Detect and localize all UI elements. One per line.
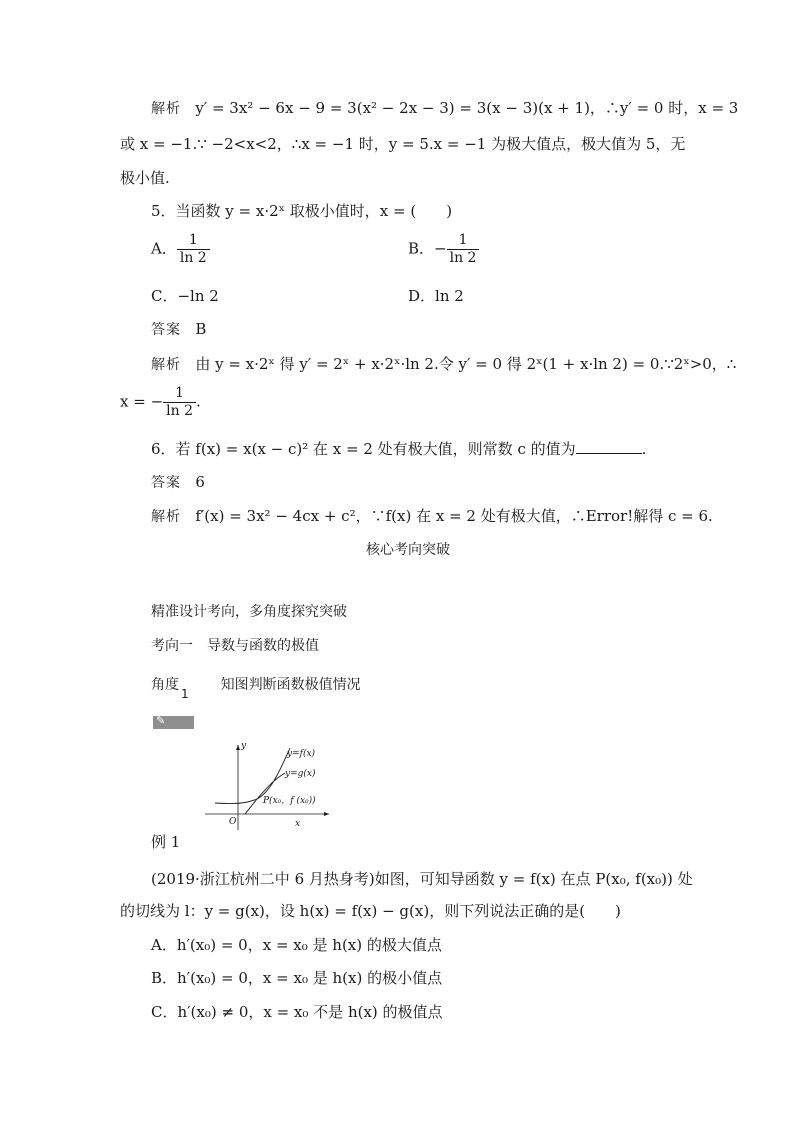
analysis-label: 解析 <box>151 509 181 525</box>
curve-g <box>245 773 285 814</box>
prev-analysis-line-3: 极小值. <box>120 169 170 187</box>
fraction-denominator: ln 2 <box>449 250 477 266</box>
fraction <box>177 232 210 267</box>
fraction-numerator: 1 <box>447 232 480 250</box>
origin-label: O <box>229 817 237 827</box>
point-label: P(x₀，f (x₀)) <box>263 796 316 806</box>
analysis-text: f′(x) = 3x² − 4cx + c²，∵f(x) 在 x = 2 处有极大值，∴Error!解得 c = 6. <box>195 507 713 525</box>
q6-answer <box>151 472 205 493</box>
q6-analysis <box>151 506 713 527</box>
option-letter: A． <box>151 239 177 258</box>
curve-g-label: y=g(x) <box>285 769 316 779</box>
q6-stem <box>151 439 646 459</box>
example-line-2: 的切线为 l：y = g(x)，设 h(x) = f(x) − g(x)，则下列说法正确的是( ) <box>120 902 621 920</box>
answer-value: 6 <box>195 473 205 491</box>
curve-f-label: y=f(x) <box>287 749 316 759</box>
analysis-text: 由 y = x·2ˣ 得 y′ = 2ˣ + x·2ˣ·ln 2.令 y′ = 0 得 2ˣ(1 + x·ln 2) = 0.∵2ˣ>0，∴ <box>195 355 737 373</box>
fraction <box>163 385 196 420</box>
fraction-numerator: 1 <box>163 385 196 403</box>
example-tag <box>153 716 194 729</box>
analysis-label: 解析 <box>151 357 181 373</box>
option-sign: − <box>434 239 447 258</box>
q5-option-b <box>408 232 479 267</box>
analysis-suffix: . <box>196 392 201 411</box>
example-label: 例 1 <box>151 833 181 851</box>
analysis-prefix: x = − <box>120 392 164 411</box>
example-option-a: A．h′(x₀) = 0，x = x₀ 是 h(x) 的极大值点 <box>151 936 442 954</box>
angle-label: 角度 <box>151 677 179 693</box>
q5-option-c <box>151 286 219 306</box>
example-option-b: B．h′(x₀) = 0，x = x₀ 是 h(x) 的极小值点 <box>151 969 443 987</box>
example-option-c: C．h′(x₀) ≠ 0，x = x₀ 不是 h(x) 的极值点 <box>151 1003 443 1021</box>
option-letter: D． <box>408 287 436 305</box>
q6-stem-text: 6．若 f(x) = x(x − c)² 在 x = 2 处有极大值，则常数 c 的值为 <box>151 440 576 458</box>
angle-title: 知图判断函数极值情况 <box>220 677 361 693</box>
option-text: −ln 2 <box>177 287 219 305</box>
option-text: ln 2 <box>435 287 464 305</box>
y-axis-arrow <box>236 745 240 750</box>
direction-heading: 考向一 导数与函数的极值 <box>151 638 319 654</box>
fraction-denominator: ln 2 <box>166 403 193 419</box>
angle-heading <box>151 675 361 701</box>
x-axis-arrow <box>324 812 329 816</box>
q5-analysis-line-2 <box>120 385 201 420</box>
analysis-label: 解析 <box>151 101 181 117</box>
section-title: 核心考向突破 <box>366 542 450 558</box>
fraction <box>447 232 480 267</box>
analysis-text: y′ = 3x² − 6x − 9 = 3(x² − 2x − 3) = 3(x − 3)(x + 1)，∴y′ = 0 时，x = 3 <box>195 99 739 117</box>
option-letter: C． <box>151 287 178 305</box>
prev-analysis-line-2: 或 x = −1.∵ −2<x<2，∴x = −1 时，y = 5.x = −1 为极大值点，极大值为 5，无 <box>120 135 686 153</box>
example-line-1: (2019·浙江杭州二中 6 月热身考)如图，可知导函数 y = f(x) 在点 P(x₀, f(x₀)) 处 <box>151 870 693 888</box>
fraction-denominator: ln 2 <box>179 250 207 266</box>
angle-number: 1 <box>181 687 189 701</box>
x-axis-label: x <box>295 819 301 829</box>
prev-analysis-line-1 <box>151 98 738 119</box>
answer-value: B <box>195 320 207 338</box>
q5-stem: 5．当函数 y = x·2ˣ 取极小值时，x = ( ) <box>151 202 453 220</box>
y-axis-label: y <box>241 742 247 751</box>
function-graph <box>205 742 335 832</box>
answer-blank <box>576 440 642 454</box>
q5-answer <box>151 319 206 340</box>
option-letter: B． <box>408 239 435 258</box>
q5-analysis-line-1 <box>151 354 736 375</box>
answer-label: 答案 <box>151 322 181 338</box>
q6-stem-end: . <box>641 440 647 458</box>
section-subtitle: 精准设计考向，多角度探究突破 <box>151 604 347 620</box>
fraction-numerator: 1 <box>177 232 210 250</box>
q5-option-d <box>408 286 464 306</box>
answer-label: 答案 <box>151 475 181 491</box>
paperclip-icon: ✎ <box>156 714 166 727</box>
q5-option-a <box>151 232 210 267</box>
